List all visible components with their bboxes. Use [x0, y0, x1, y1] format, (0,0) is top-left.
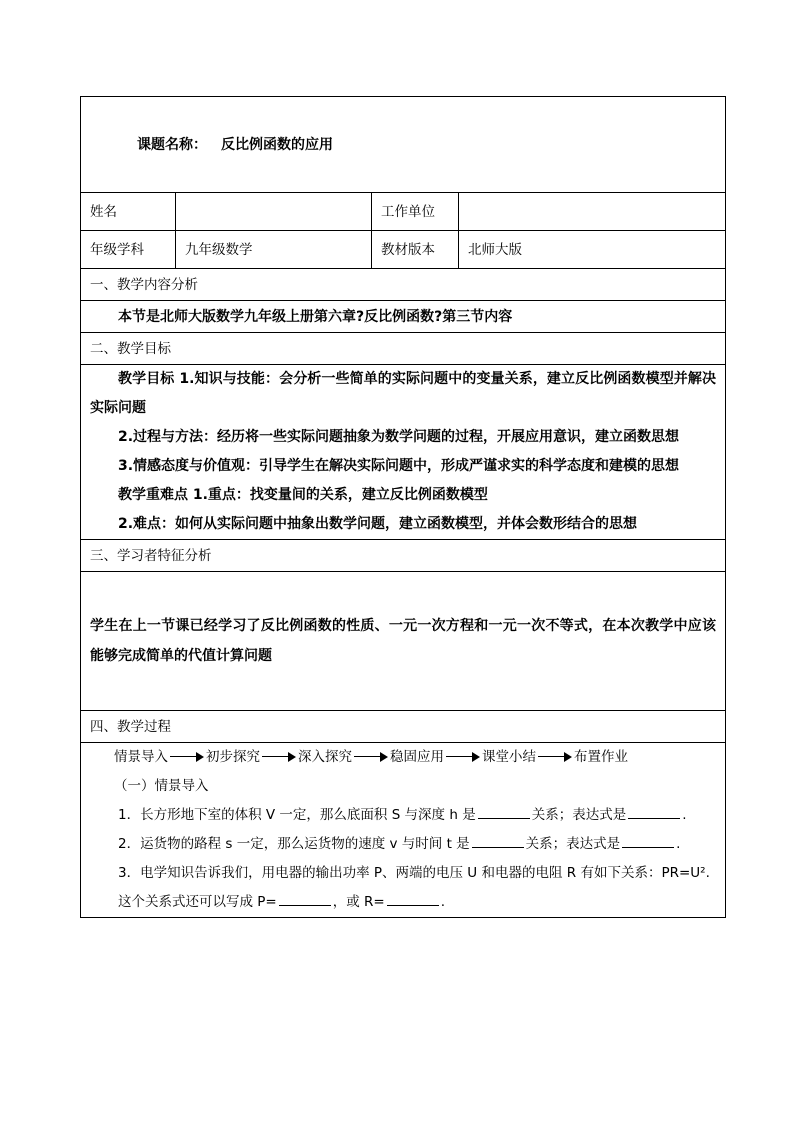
arrow-right-icon: [538, 752, 572, 762]
question-1: [90, 801, 716, 830]
q2-text-a: 2．运货物的路程 s 一定，那么运货物的速度 v 与时间 t 是: [118, 836, 470, 852]
flow-step: 初步探究: [206, 749, 260, 765]
q2-text-c: .: [676, 836, 681, 852]
answer-blank: [387, 891, 439, 906]
section2-heading: 二、教学目标: [81, 333, 726, 365]
unit-label: 工作单位: [372, 193, 459, 231]
answer-blank: [279, 891, 331, 906]
textbook-value: 北师大版: [459, 231, 726, 269]
question-2: [90, 830, 716, 859]
arrow-right-icon: [170, 752, 204, 762]
flow-step: 稳固应用: [390, 749, 444, 765]
goal-paragraph: 3.情感态度与价值观：引导学生在解决实际问题中，形成严谨求实的科学态度和建模的思想: [118, 458, 680, 474]
section4-heading-row: [81, 711, 726, 743]
lesson-plan-table: [80, 96, 726, 918]
q3-text-a: 这个关系式还可以写成 P=: [118, 894, 277, 910]
section3-content: 学生在上一节课已经学习了反比例函数的性质、一元一次方程和一元一次不等式，在本次教学中应该能够完成简单的代值计算问题: [90, 618, 716, 664]
lesson-title: [137, 136, 716, 154]
question-3-line2: [90, 888, 716, 917]
grade-label: 年级学科: [81, 231, 176, 269]
flow-step: 情景导入: [114, 749, 168, 765]
section1-heading-row: [81, 269, 726, 301]
goal-paragraph: 教学目标 1.知识与技能：会分析一些简单的实际问题中的变量关系，建立反比例函数模型并解决实际问题: [90, 371, 716, 416]
q3-text-c: .: [440, 894, 446, 910]
section3-content-row: [81, 572, 726, 711]
section1-heading: 一、教学内容分析: [81, 269, 726, 301]
answer-blank: [622, 833, 674, 848]
answer-blank: [628, 804, 680, 819]
section1-content-row: [81, 301, 726, 333]
sub-heading: （一）情景导入: [114, 778, 209, 794]
section1-content: 本节是北师大版数学九年级上册第六章?反比例函数?第三节内容: [118, 308, 513, 325]
answer-blank: [478, 804, 530, 819]
arrow-right-icon: [354, 752, 388, 762]
q1-text-b: 关系；表达式是: [531, 807, 627, 823]
section2-content-row: [81, 365, 726, 540]
section3-heading: 三、学习者特征分析: [81, 540, 726, 572]
info-row-2: [81, 231, 726, 269]
section2-content-cell: [81, 365, 726, 540]
goal-paragraph: 2.过程与方法：经历将一些实际问题抽象为数学问题的过程，开展应用意识，建立函数思想: [118, 429, 680, 445]
grade-value: 九年级数学: [176, 231, 372, 269]
goal-paragraph: 2.难点：如何从实际问题中抽象出数学问题，建立函数模型，并体会数形结合的思想: [118, 516, 638, 532]
section1-content-cell: [81, 301, 726, 333]
q1-text-a: 1．长方形地下室的体积 V 一定，那么底面积 S 与深度 h 是: [118, 807, 476, 823]
flow-step: 布置作业: [574, 749, 628, 765]
arrow-right-icon: [446, 752, 480, 762]
answer-blank: [472, 833, 524, 848]
textbook-label: 教材版本: [372, 231, 459, 269]
title-row: [81, 97, 726, 193]
q1-text-c: .: [682, 807, 687, 823]
arrow-right-icon: [262, 752, 296, 762]
section3-heading-row: [81, 540, 726, 572]
flow-step: 深入探究: [298, 749, 352, 765]
title-cell: [81, 97, 726, 193]
question-3: 3．电学知识告诉我们，用电器的输出功率 P、两端的电压 U 和电器的电阻 R 有如下关系：PR=U².: [118, 865, 710, 881]
section4-heading: 四、教学过程: [81, 711, 726, 743]
section4-content-cell: [81, 743, 726, 918]
goal-paragraph: 教学重难点 1.重点：找变量间的关系，建立反比例函数模型: [118, 487, 488, 503]
flow-step: 课堂小结: [482, 749, 536, 765]
q2-text-b: 关系；表达式是: [525, 836, 621, 852]
process-flow: [90, 743, 716, 772]
info-row-1: [81, 193, 726, 231]
unit-value: [459, 193, 726, 231]
section3-content-cell: [81, 572, 726, 711]
section2-heading-row: [81, 333, 726, 365]
section4-content-row: [81, 743, 726, 918]
title-label: 课题名称：: [137, 136, 207, 153]
title-value: 反比例函数的应用: [221, 136, 333, 153]
name-value: [176, 193, 372, 231]
q3-text-b: ，或 R=: [332, 894, 385, 910]
name-label: 姓名: [81, 193, 176, 231]
